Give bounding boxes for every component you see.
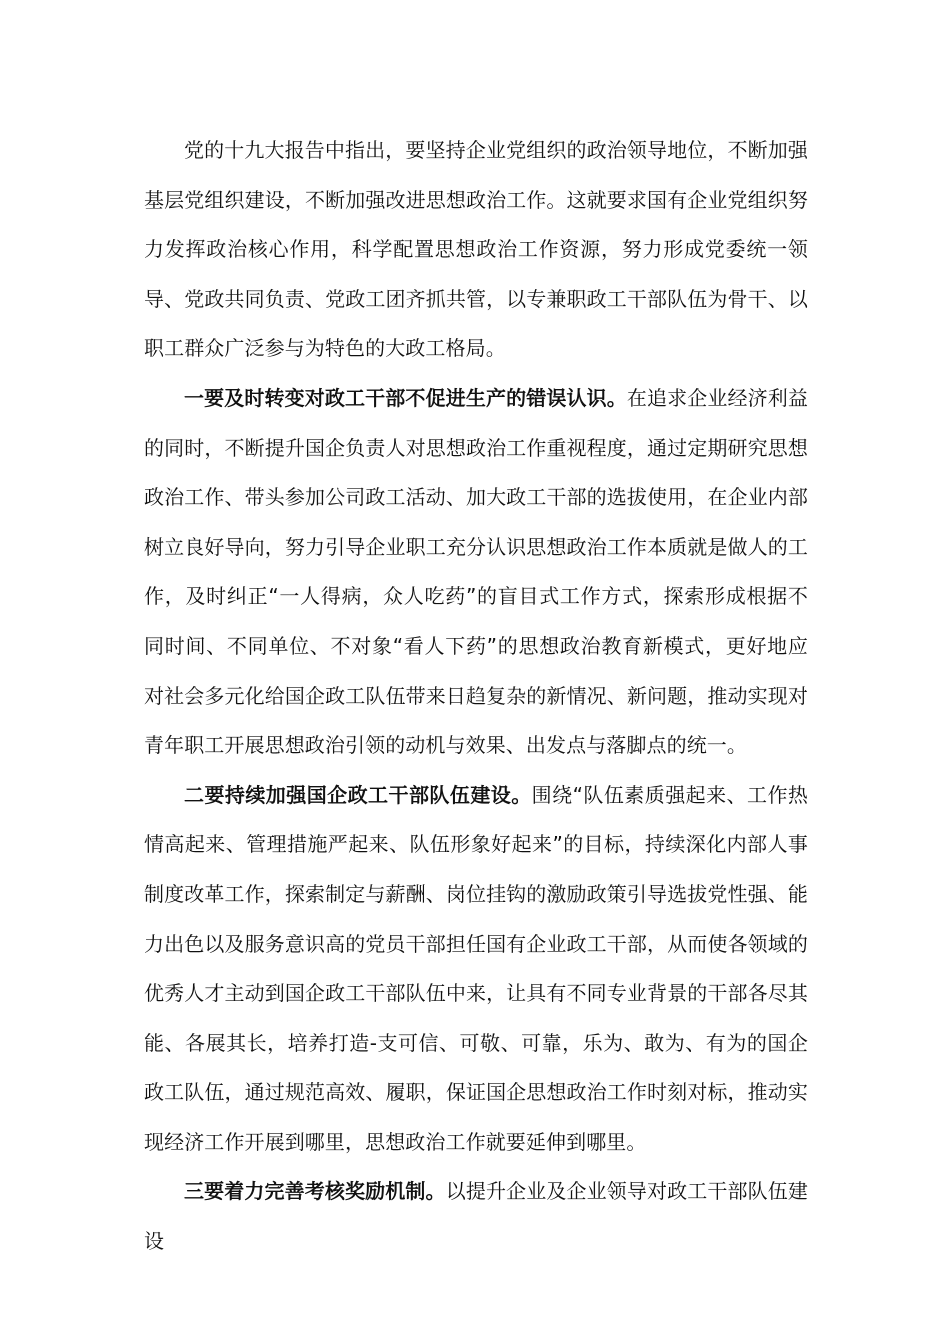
paragraph-lead: 三要着力完善考核奖励机制。 xyxy=(184,1179,446,1204)
paragraph-text: 以提升企业及企业领导对政工干部队伍建设 xyxy=(144,1179,808,1254)
paragraph-text: 党的十九大报告中指出，要坚持企业党组织的政治领导地位，不断加强基层党组织建设，不断加强改进思想政治工作。这就要求国有企业党组织努力发挥政治核心作用，科学配置思想政治工作资源，努力形成党委统一领导、党政共同负责、党政工团齐抓共管，以专兼职政工干部队伍为骨干、以职工群众广泛参与为特色的大政工格局。 xyxy=(144,138,808,361)
paragraph-lead: 二要持续加强国企政工干部队伍建设。 xyxy=(184,782,532,807)
paragraph-point-2 xyxy=(144,771,808,1168)
paragraph-lead: 一要及时转变对政工干部不促进生产的错误认识。 xyxy=(184,385,627,410)
paragraph-text: 围绕“队伍素质强起来、工作热情高起来、管理措施严起来、队伍形象好起来”的目标，持续深化内部人事制度改革工作，探索制定与薪酬、岗位挂钩的激励政策引导选拔党性强、能力出色以及服务意识高的党员干部担任国有企业政工干部，从而使各领域的优秀人才主动到国企政工干部队伍中来，让具有不同专业背景的干部各尽其能、各展其长，培养打造-支可信、可敬、可靠，乐为、敢为、有为的国企政工队伍，通过规范高效、履职，保证国企思想政治工作时刻对标，推动实现经济工作开展到哪里，思想政治工作就要延伸到哪里。 xyxy=(144,782,808,1154)
paragraph-text: 在追求企业经济利益的同时，不断提升国企负责人对思想政治工作重视程度，通过定期研究思想政治工作、带头参加公司政工活动、加大政工干部的选拔使用，在企业内部树立良好导向，努力引导企业职工充分认识思想政治工作本质就是做人的工作，及时纠正“一人得病，众人吃药”的盲目式工作方式，探索形成根据不同时间、不同单位、不对象“看人下药”的思想政治教育新模式，更好地应对社会多元化给国企政工队伍带来日趋复杂的新情况、新问题，推动实现对青年职工开展思想政治引领的动机与效果、出发点与落脚点的统一。 xyxy=(144,385,808,758)
paragraph-intro xyxy=(144,126,808,374)
document-body xyxy=(144,126,808,1267)
paragraph-point-1 xyxy=(144,374,808,771)
paragraph-point-3 xyxy=(144,1167,808,1266)
